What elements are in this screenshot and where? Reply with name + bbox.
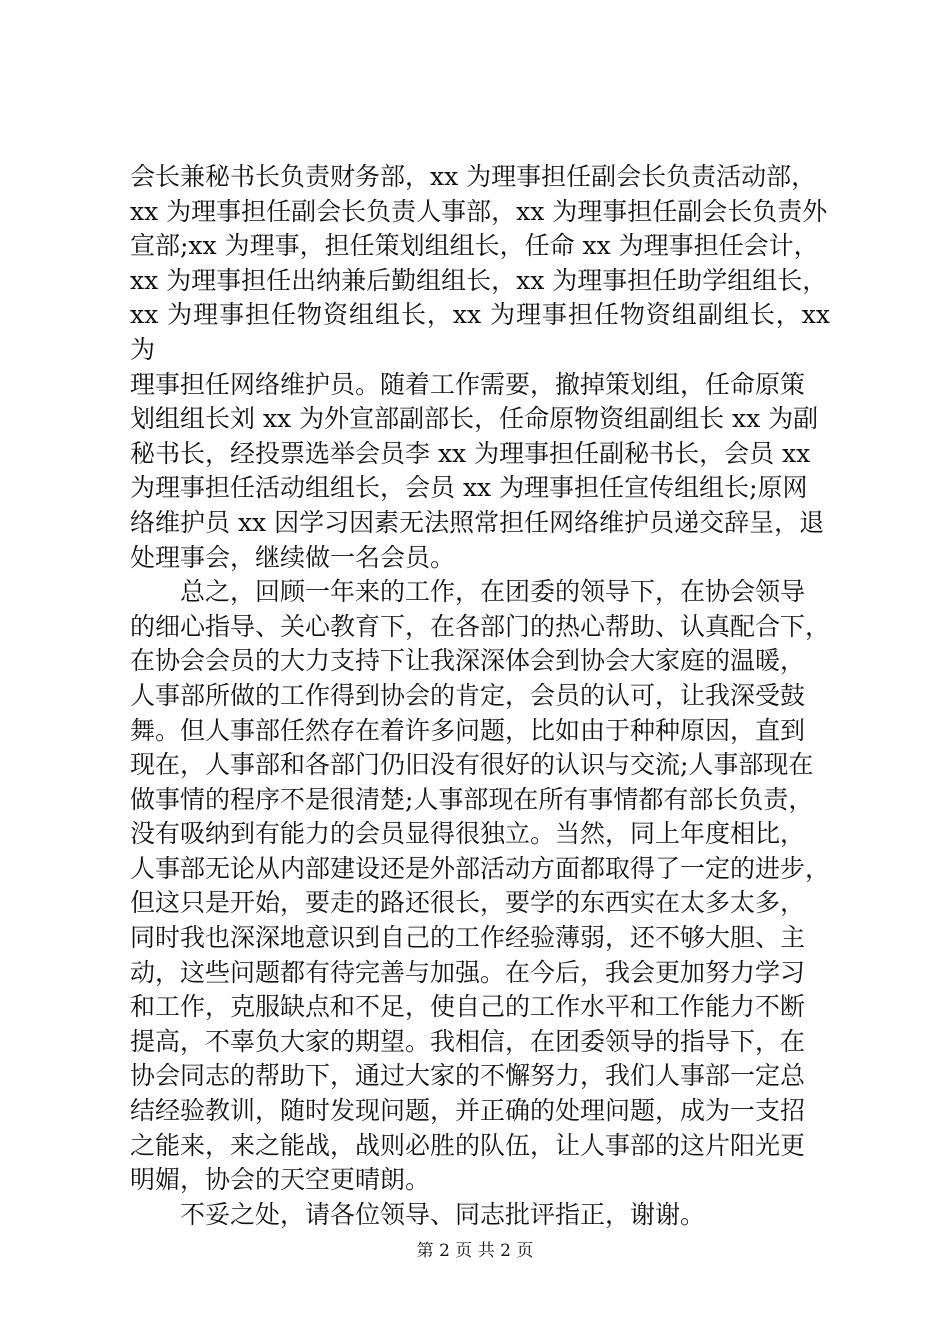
page-number-footer: 第 2 页 共 2 页 — [416, 1241, 534, 1261]
paragraph-summary: 总之，回顾一年来的工作，在团委的领导下，在协会领导 的细心指导、关心教育下，在各部门的热心帮助、认真配合下， 在协会会员的大力支持下让我深深体会到协会大家庭的温暖， 人事部所做的工作得到协会的肯定，会员的认可，让我深受鼓 舞。但人事部任然存在着许多问题，比如由于种种原因，直到 现在，人事部和各部门仍旧没有很好的认识与交流;人事部现在 做事情的程序不是很清楚;人事部现在所有事情都有部长负责， 没有吸纳到有能力的会员显得很独立。当然，同上年度相比， 人事部无论从内部建设还是外部活动方面都取得了一定的进步， 但这只是开始，要走的路还很长，要学的东西实在太多太多， 同时我也深深地意识到自己的工作经验薄弱，还不够大胆、主 动，这些问题都有待完善与加强。在今后，我会更加努力学习 和工作，克服缺点和不足，使自己的工作水平和工作能力不断 提高，不辜负大家的期望。我相信，在团委领导的指导下，在 协会同志的帮助下，通过大家的不懈努力，我们人事部一定总 结经验教训，随时发现问题，并正确的处理问题，成为一支招 之能来，来之能战，战则必胜的队伍，让人事部的这片阳光更 明媚，协会的天空更晴朗。 — [130, 577, 831, 1195]
paragraph-closing: 不妥之处，请各位领导、同志批评指正，谢谢。 — [180, 1199, 706, 1229]
paragraph-appointments: 会长兼秘书长负责财务部，xx 为理事担任副会长负责活动部， xx 为理事担任副会长负责人事部，xx 为理事担任副会长负责外 宣部;xx 为理事，担任策划组组长，任命 xx 为理事担任会计， xx 为理事担任出纳兼后勤组组长，xx 为理事担任助学组组长， xx 为理事担任物资组组长，xx 为理事担任物资组副组长，xx 为 理事担任网络维护员。随着工作需要，撤掉策划组，任命原策 划组组长刘 xx 为外宣部副部长，任命原物资组副组长 xx 为副 秘书长，经投票选举会员李 xx 为理事担任副秘书长，会员 xx 为理事担任活动组组长，会员 xx 为理事担任宣传组组长;原网 络维护员 xx 因学习因素无法照常担任网络维护员递交辞呈，退 处理事会，继续做一名会员。 — [130, 162, 830, 572]
document-body — [130, 160, 830, 1232]
